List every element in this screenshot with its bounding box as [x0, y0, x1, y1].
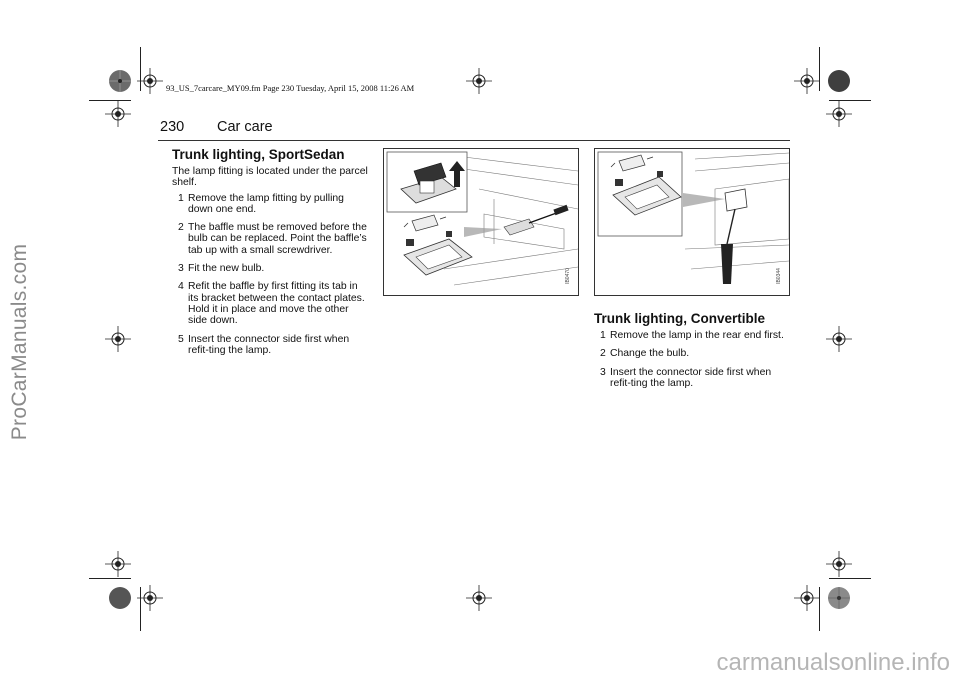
step-item: 2 Change the bulb.: [600, 348, 690, 360]
color-registration-disk-icon: [826, 68, 852, 94]
registration-mark-icon: [794, 585, 820, 611]
convertible-body: [594, 330, 794, 396]
registration-mark-icon: [826, 101, 852, 127]
registration-mark-icon: [826, 326, 852, 352]
step-item: 1 Remove the lamp in the rear end first.: [600, 330, 784, 341]
convertible-lamp-removal-illustration: [595, 149, 789, 295]
color-registration-disk-icon: [107, 585, 133, 611]
step-item: 2 The baffle must be removed before the bulb can be replaced. Point the baffle’s tab up with a small screwdriver.: [178, 222, 367, 256]
figure-code: IB0470: [564, 268, 571, 284]
registration-mark-icon: [105, 551, 131, 577]
color-registration-disk-icon: [826, 585, 852, 611]
watermark-procarmanuals: ProCarManuals.com: [8, 243, 31, 441]
step-item: 5 Insert the connector side first when refit-ting the lamp.: [178, 333, 350, 356]
convertible-steps: [594, 330, 794, 389]
step-item: 3 Fit the new bulb.: [178, 263, 265, 275]
registration-mark-icon: [105, 326, 131, 352]
file-info-line: 93_US_7carcare_MY09.fm Page 230 Tuesday, April 15, 2008 11:26 AM: [166, 83, 415, 93]
watermark-carmanualsonline: carmanualsonline.info: [716, 649, 950, 676]
sportsedan-body: [172, 166, 370, 363]
registration-mark-icon: [466, 68, 492, 94]
color-registration-disk-icon: [107, 68, 133, 94]
sportsedan-intro: The lamp fitting is located under the parcel shelf.: [172, 166, 368, 189]
sportsedan-illustration: [383, 148, 579, 296]
trunk-lamp-removal-illustration: [384, 149, 578, 295]
registration-mark-icon: [826, 551, 852, 577]
sportsedan-steps: [172, 193, 370, 357]
page-number: 230: [160, 119, 185, 135]
section-title: Car care: [217, 119, 273, 135]
step-item: 3 Insert the connector side first when refit-ting the lamp.: [600, 366, 772, 389]
registration-mark-icon: [466, 585, 492, 611]
convertible-illustration: [594, 148, 790, 296]
sportsedan-heading: Trunk lighting, SportSedan: [172, 147, 345, 162]
registration-mark-icon: [137, 585, 163, 611]
header-rule: [158, 140, 790, 141]
figure-code: IB0344: [775, 268, 782, 284]
step-item: 4 Refit the baffle by first fitting its tab in its bracket between the contact plates. Hold it in place and move the other side down.: [178, 281, 365, 327]
step-item: 1 Remove the lamp fitting by pulling down one end.: [178, 192, 344, 215]
registration-mark-icon: [794, 68, 820, 94]
convertible-heading: Trunk lighting, Convertible: [594, 311, 766, 326]
registration-mark-icon: [105, 101, 131, 127]
registration-mark-icon: [137, 68, 163, 94]
